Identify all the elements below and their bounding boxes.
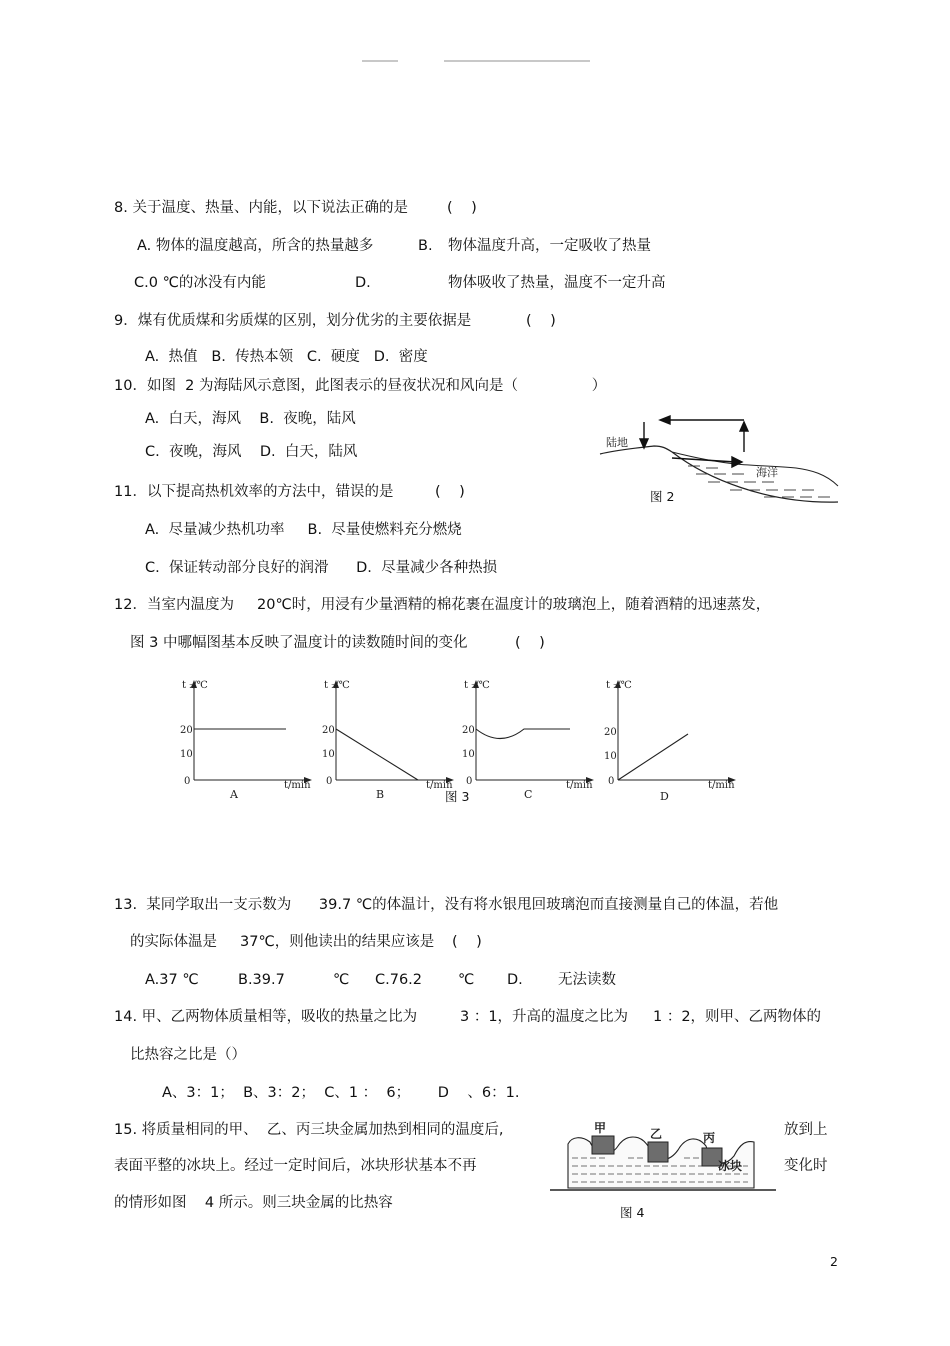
label-jia: 甲: [594, 1121, 607, 1135]
curve-d: [618, 734, 688, 780]
figure-3-caption: 图 3: [445, 789, 470, 804]
q8-stem: 8. 关于温度、热量、内能，以下说法正确的是: [114, 200, 408, 216]
q11-answer-paren: ( ): [435, 484, 465, 500]
q13-option-d: 无法读数: [558, 972, 616, 988]
svg-text:t ₂/℃: t ₂/℃: [182, 680, 208, 691]
panel-label-c: C: [524, 788, 533, 801]
surface-wind-arrow: [672, 458, 736, 462]
label-sea: 海洋: [756, 466, 778, 479]
figure-2-sea-breeze: [596, 412, 846, 512]
q13-option-d-letter: D.: [507, 972, 523, 988]
svg-text:20: 20: [462, 725, 475, 736]
svg-text:t/min: t/min: [284, 780, 311, 791]
q9-answer-paren: ( ): [526, 313, 556, 329]
q11-stem: 11．以下提高热机效率的方法中，错误的是: [114, 484, 394, 500]
sea-surface-line: [672, 452, 838, 486]
svg-text:t/min: t/min: [426, 780, 453, 791]
q15-line1: 15. 将质量相同的甲、 乙、丙三块金属加热到相同的温度后,: [114, 1122, 504, 1138]
q10-stem: 10．如图 2 为海陆风示意图，此图表示的昼夜状况和风向是（ ）: [114, 378, 607, 394]
curve-b: [336, 729, 418, 780]
q13-line2: 的实际体温是 37℃，则他读出的结果应该是: [130, 934, 435, 950]
panel-label-d: D: [660, 790, 669, 803]
q11-options-ab: A. 尽量减少热机功率 B. 尽量使燃料充分燃烧: [145, 522, 462, 538]
q14-options: A、3：1； B、3：2； C、1 ： 6； D 、6：1.: [162, 1085, 520, 1101]
panel-label-b: B: [376, 788, 385, 801]
q14-line1-b: 3 ：1，升高的温度之比为: [460, 1009, 629, 1025]
metal-block-yi: [648, 1142, 668, 1162]
svg-text:20: 20: [322, 725, 335, 736]
label-land: 陆地: [606, 436, 628, 449]
figure-3-panel-c: [452, 676, 602, 804]
q11-options-cd: C. 保证转动部分良好的润滑 D. 尽量减少各种热损: [145, 560, 498, 576]
q13-option-c: C.76.2: [375, 972, 423, 988]
svg-text:20: 20: [604, 727, 617, 738]
q15-line3: 的情形如图 4 所示。则三块金属的比热容: [114, 1195, 393, 1211]
svg-text:t/min: t/min: [566, 780, 593, 791]
label-ice: 冰块: [718, 1159, 743, 1173]
q12-line2: 图 3 中哪幅图基本反映了温度计的读数随时间的变化: [130, 635, 468, 651]
svg-text:0: 0: [466, 776, 473, 787]
q14-line1-c: 1 ：2，则甲、乙两物体的: [653, 1009, 822, 1025]
q8-option-b-letter: B.: [418, 238, 433, 254]
q8-option-d-letter: D.: [355, 275, 371, 291]
q13-answer-paren: ( ): [452, 934, 482, 950]
header-rule-left: [362, 60, 398, 62]
q13-option-a: A.37 ℃: [145, 972, 199, 988]
figure-3-panel-b: [312, 676, 462, 804]
q15-line2: 表面平整的冰块上。经过一定时间后，冰块形状基本不再: [114, 1158, 477, 1174]
page-number: 2: [830, 1254, 838, 1269]
label-bing: 丙: [703, 1131, 716, 1145]
q14-line1-a: 14. 甲、乙两物体质量相等，吸收的热量之比为: [114, 1009, 418, 1025]
q10-options-ab: A. 白天，海风 B. 夜晚，陆风: [145, 411, 356, 427]
svg-text:t/min: t/min: [708, 780, 735, 791]
q13-option-c-unit: ℃: [458, 972, 475, 988]
q8-answer-paren: ( ): [447, 200, 477, 216]
panel-label-a: A: [230, 788, 238, 801]
q8-option-d: 物体吸收了热量，温度不一定升高: [448, 275, 666, 291]
q9-options: A. 热值 B. 传热本领 C. 硬度 D. 密度: [145, 349, 428, 365]
header-rule-right: [444, 60, 590, 62]
svg-text:10: 10: [322, 749, 335, 760]
figure-4-metal-on-ice: [548, 1122, 778, 1198]
svg-text:t ₂/℃: t ₂/℃: [324, 680, 350, 691]
q8-option-a: A. 物体的温度越高，所含的热量越多: [137, 238, 374, 254]
q15-line2-right: 变化时: [784, 1158, 828, 1174]
figure-2-caption: 图 2: [650, 489, 675, 504]
q8-option-c: C.0 ℃的冰没有内能: [134, 275, 266, 291]
label-yi: 乙: [650, 1127, 663, 1141]
q13-line1: 13. 某同学取出一支示数为 39.7 ℃的体温计，没有将水银甩回玻璃泡而直接测量自己的体温，若他: [114, 897, 779, 913]
svg-text:0: 0: [184, 776, 191, 787]
figure-3-panel-d: [594, 676, 744, 804]
svg-text:10: 10: [604, 751, 617, 762]
curve-c: [476, 729, 570, 739]
metal-block-jia: [592, 1136, 614, 1154]
svg-text:10: 10: [180, 749, 193, 760]
figure-4-caption: 图 4: [620, 1205, 645, 1220]
q8-option-b: 物体温度升高，一定吸收了热量: [448, 238, 651, 254]
q14-line2: 比热容之比是（）: [130, 1047, 246, 1063]
svg-text:0: 0: [608, 776, 615, 787]
q9-stem: 9．煤有优质煤和劣质煤的区别，划分优劣的主要依据是: [114, 313, 472, 329]
figure-3-panel-a: [170, 676, 320, 804]
q13-option-b-unit: ℃: [333, 972, 350, 988]
svg-text:20: 20: [180, 725, 193, 736]
svg-text:t ₂/℃: t ₂/℃: [606, 680, 632, 691]
q10-options-cd: C. 夜晚，海风 D. 白天，陆风: [145, 444, 358, 460]
svg-text:t ₂/℃: t ₂/℃: [464, 680, 490, 691]
svg-text:0: 0: [326, 776, 333, 787]
q15-line1-right: 放到上: [784, 1122, 828, 1138]
q12-line1: 12．当室内温度为 20℃时，用浸有少量酒精的棉花裹在温度计的玻璃泡上，随着酒精的迅速蒸发，: [114, 597, 771, 613]
q13-option-b: B.39.7: [238, 972, 285, 988]
svg-text:10: 10: [462, 749, 475, 760]
q12-answer-paren: ( ): [515, 635, 545, 651]
